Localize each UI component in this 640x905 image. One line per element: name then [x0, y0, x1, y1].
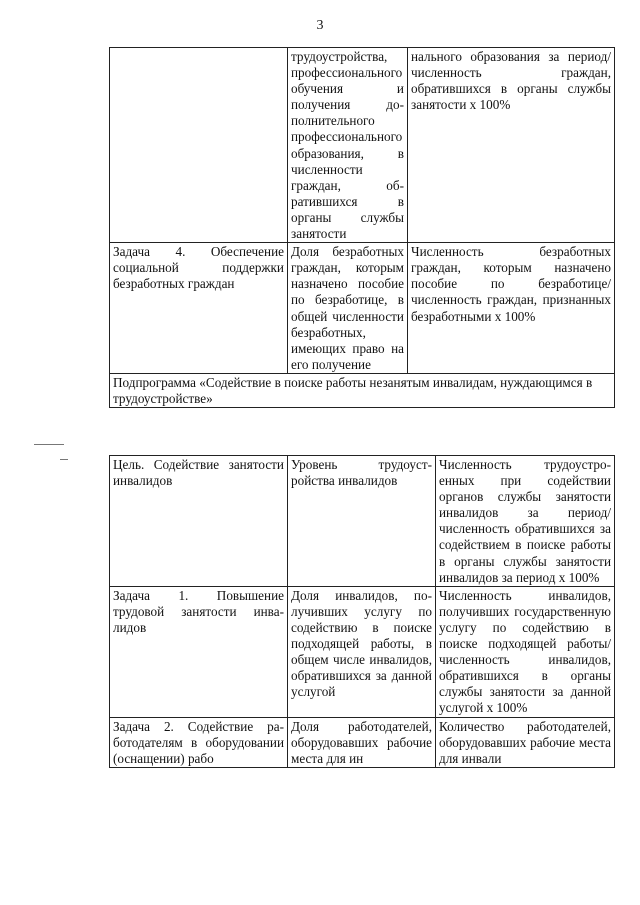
- formula-cell: Численность трудоустроенных при содействии органов службы занятости инвалидов за период/численность обратившихся за содействием в поиске работы в органы службы занятости инвалидов за период х 100%: [436, 456, 615, 587]
- indicator-cell: трудоустройства, профессионального обучения и получения дополнительного профессионального образования, в численности граждан, обратившихся в органы службы занятости: [288, 48, 408, 243]
- indicator-cell: Доля работодателей, оборудовавших рабочие места для ин: [288, 717, 436, 767]
- table-row: [110, 48, 615, 243]
- goal-cell: Задача 4. Обеспечение социальной поддержки безработных граждан: [110, 243, 288, 374]
- formula-cell: Количество работодателей, оборудовавших рабочие места для инвали: [436, 717, 615, 767]
- goal-cell: Задача 2. Содействие работодателям в оборудовании (оснащении) рабо: [110, 717, 288, 767]
- indicators-table-continued: [109, 455, 615, 768]
- table-row: [110, 717, 615, 767]
- indicators-table: [109, 47, 615, 408]
- formula-cell: Численность инвалидов, получивших государственную услугу по содействию в поиске подходящей работы/численность инвалидов, обратившихся в органы службы занятости за данной услугой х 100%: [436, 586, 615, 717]
- indicator-cell: Доля безработных граждан, которым назначено пособие по безработице, в общей численности безработных, имеющих право на его получение: [288, 243, 408, 374]
- page-number: 3: [316, 18, 324, 33]
- subprogram-title: Подпрограмма «Содействие в поиске работы незанятым инвалидам, нуждающимся в трудоустройстве»: [110, 373, 615, 407]
- indicator-cell: Уровень трудоустройства инвалидов: [288, 456, 436, 587]
- formula-cell: Численность безработных граждан, которым назначено пособие по безработице/численность граждан, признанных безработными х 100%: [408, 243, 615, 374]
- table-row: [110, 586, 615, 717]
- goal-cell: [110, 48, 288, 243]
- formula-cell: нального образования за период/численность граждан, обратившихся в органы службы занятости х 100%: [408, 48, 615, 243]
- indicator-cell: Доля инвалидов, получивших услугу по содействию в поиске подходящей работы, в общем числе инвалидов, обратившихся за данной услугой: [288, 586, 436, 717]
- goal-cell: Цель. Содействие занятости инвалидов: [110, 456, 288, 587]
- scan-mark: [60, 459, 68, 460]
- scan-mark: [34, 444, 64, 445]
- subprogram-row: [110, 373, 615, 407]
- table-row: [110, 243, 615, 374]
- table-row: [110, 456, 615, 587]
- goal-cell: Задача 1. Повышение трудовой занятости инвалидов: [110, 586, 288, 717]
